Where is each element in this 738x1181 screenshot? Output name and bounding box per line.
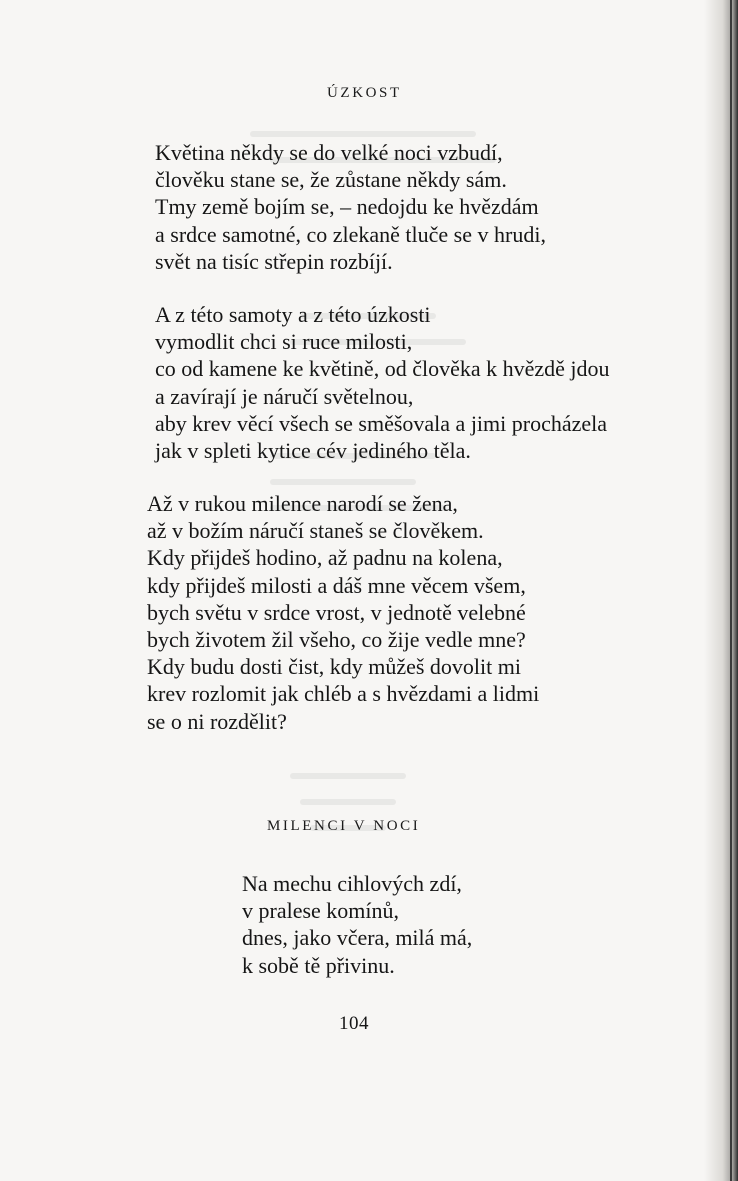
poem-line: se o ni rozdělit? bbox=[147, 708, 287, 734]
poem-line: v pralese komínů, bbox=[242, 898, 400, 924]
poem-line: k sobě tě přivinu. bbox=[242, 952, 395, 978]
poem-line: člověku stane se, že zůstane někdy sám. bbox=[155, 167, 507, 193]
poem-line: co od kamene ke květině, od člověka k hvězdě jdou bbox=[155, 356, 610, 382]
poem-line: až v božím náručí staneš se člověkem. bbox=[147, 518, 484, 544]
poem-line: aby krev věcí všech se směšovala a jimi procházela bbox=[155, 410, 608, 436]
poem-line: jak v spleti kytice cév jediného těla. bbox=[155, 437, 471, 463]
poem-line: kdy přijdeš milosti a dáš mne věcem všem, bbox=[147, 572, 526, 598]
poem-line: A z této samoty a z této úzkosti bbox=[155, 302, 431, 327]
poem-line: krev rozlomit jak chléb a s hvězdami a lidmi bbox=[147, 681, 540, 707]
poem-line: Tmy země bojím se, – nedojdu ke hvězdám bbox=[155, 194, 539, 220]
page-gutter-shadow bbox=[704, 0, 738, 1181]
poem-line: a srdce samotné, co zlekaně tluče se v hrudi, bbox=[155, 221, 546, 247]
poem1-stanza-3 bbox=[147, 490, 539, 735]
poem-line: bych světu v srdce vrost, v jednotě velebné bbox=[147, 599, 526, 625]
poem-line: dnes, jako včera, milá má, bbox=[242, 925, 473, 951]
poem-title-milenci-v-noci: MILENCI V NOCI bbox=[267, 818, 421, 834]
page-edge-line bbox=[730, 0, 732, 1181]
poem1-stanza-1 bbox=[155, 139, 546, 275]
poem-line: Až v rukou milence narodí se žena, bbox=[147, 491, 458, 516]
poem-line: Kdy přijdeš hodino, až padnu na kolena, bbox=[147, 545, 503, 571]
poem-line: Květina někdy se do velké noci vzbudí, bbox=[155, 140, 503, 165]
poem-title-uzkost: ÚZKOST bbox=[327, 85, 402, 101]
page-number: 104 bbox=[339, 1013, 369, 1034]
poem-line: svět na tisíc střepin rozbíjí. bbox=[155, 248, 393, 274]
poem-line: a zavírají je náručí světelnou, bbox=[155, 383, 414, 409]
poem-line: bych životem žil všeho, co žije vedle mne? bbox=[147, 626, 526, 652]
poem1-stanza-2 bbox=[155, 301, 610, 464]
poem2-stanza-1 bbox=[242, 870, 472, 979]
poem-line: Na mechu cihlových zdí, bbox=[242, 871, 462, 896]
poem-line: vymodlit chci si ruce milosti, bbox=[155, 329, 413, 355]
poem-line: Kdy budu dosti čist, kdy můžeš dovolit mi bbox=[147, 654, 521, 680]
